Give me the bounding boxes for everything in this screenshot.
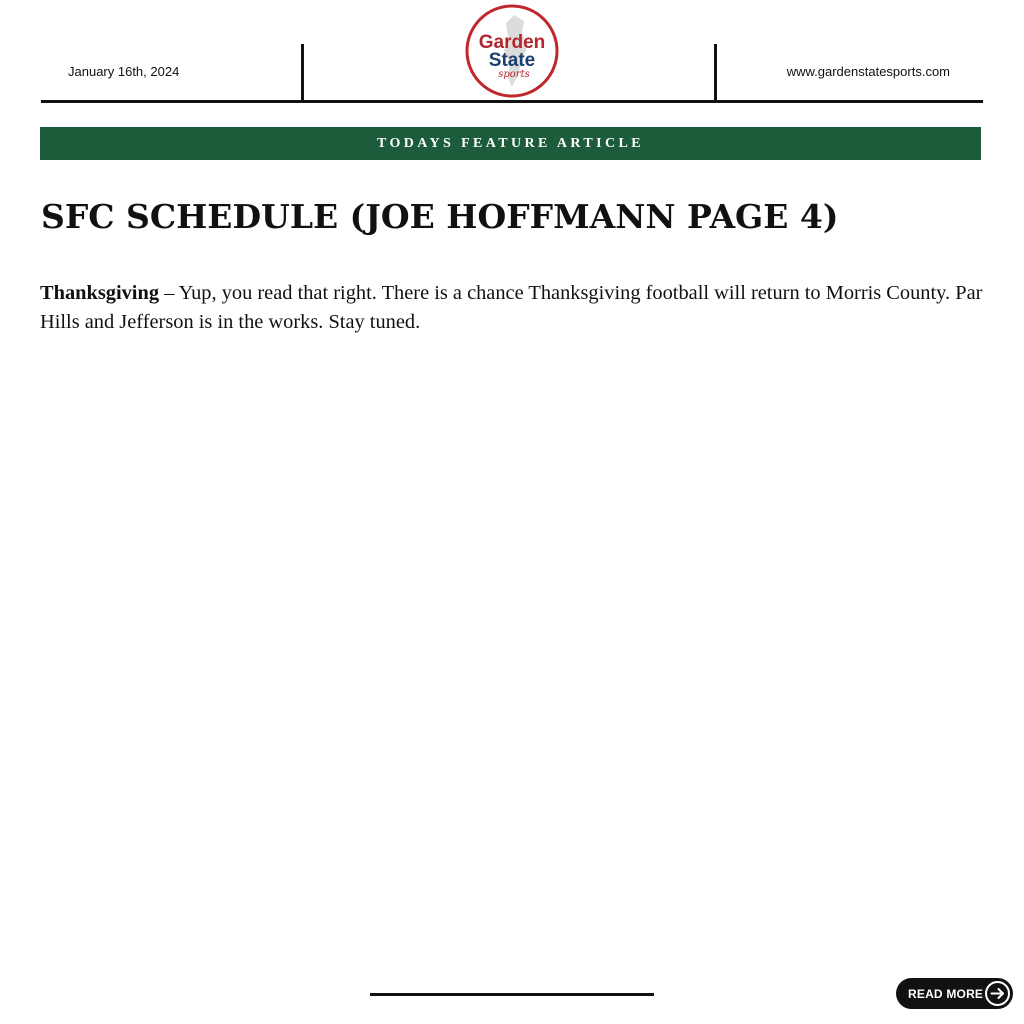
logo-line1: Garden (478, 32, 546, 53)
header-date: January 16th, 2024 (68, 64, 180, 79)
article-body-text: – Yup, you read that right. There is a chance Thanksgiving football will return to Morris County. Par Hills and Jefferson is in the works. Stay tuned. (40, 282, 983, 333)
footer-rule (370, 993, 654, 996)
header-divider-left (301, 44, 304, 103)
read-more-label: READ MORE (908, 986, 984, 1001)
article-title: SFC SCHEDULE (JOE HOFFMANN PAGE 4) (41, 197, 839, 236)
feature-banner (40, 127, 981, 160)
read-more-button[interactable] (896, 978, 1013, 1009)
garden-state-sports-logo[interactable] (464, 3, 560, 99)
arrow-right-circle-icon (984, 980, 1011, 1007)
feature-banner-label: TODAYS FEATURE ARTICLE (377, 135, 644, 151)
header-website-link[interactable]: www.gardenstatesports.com (786, 64, 950, 79)
article-body (40, 279, 984, 337)
header-rule (41, 100, 983, 103)
logo-line3: sports (498, 69, 530, 80)
logo-line2: State (488, 50, 536, 71)
header-divider-right (714, 44, 717, 103)
article-body-lead: Thanksgiving (40, 282, 160, 304)
